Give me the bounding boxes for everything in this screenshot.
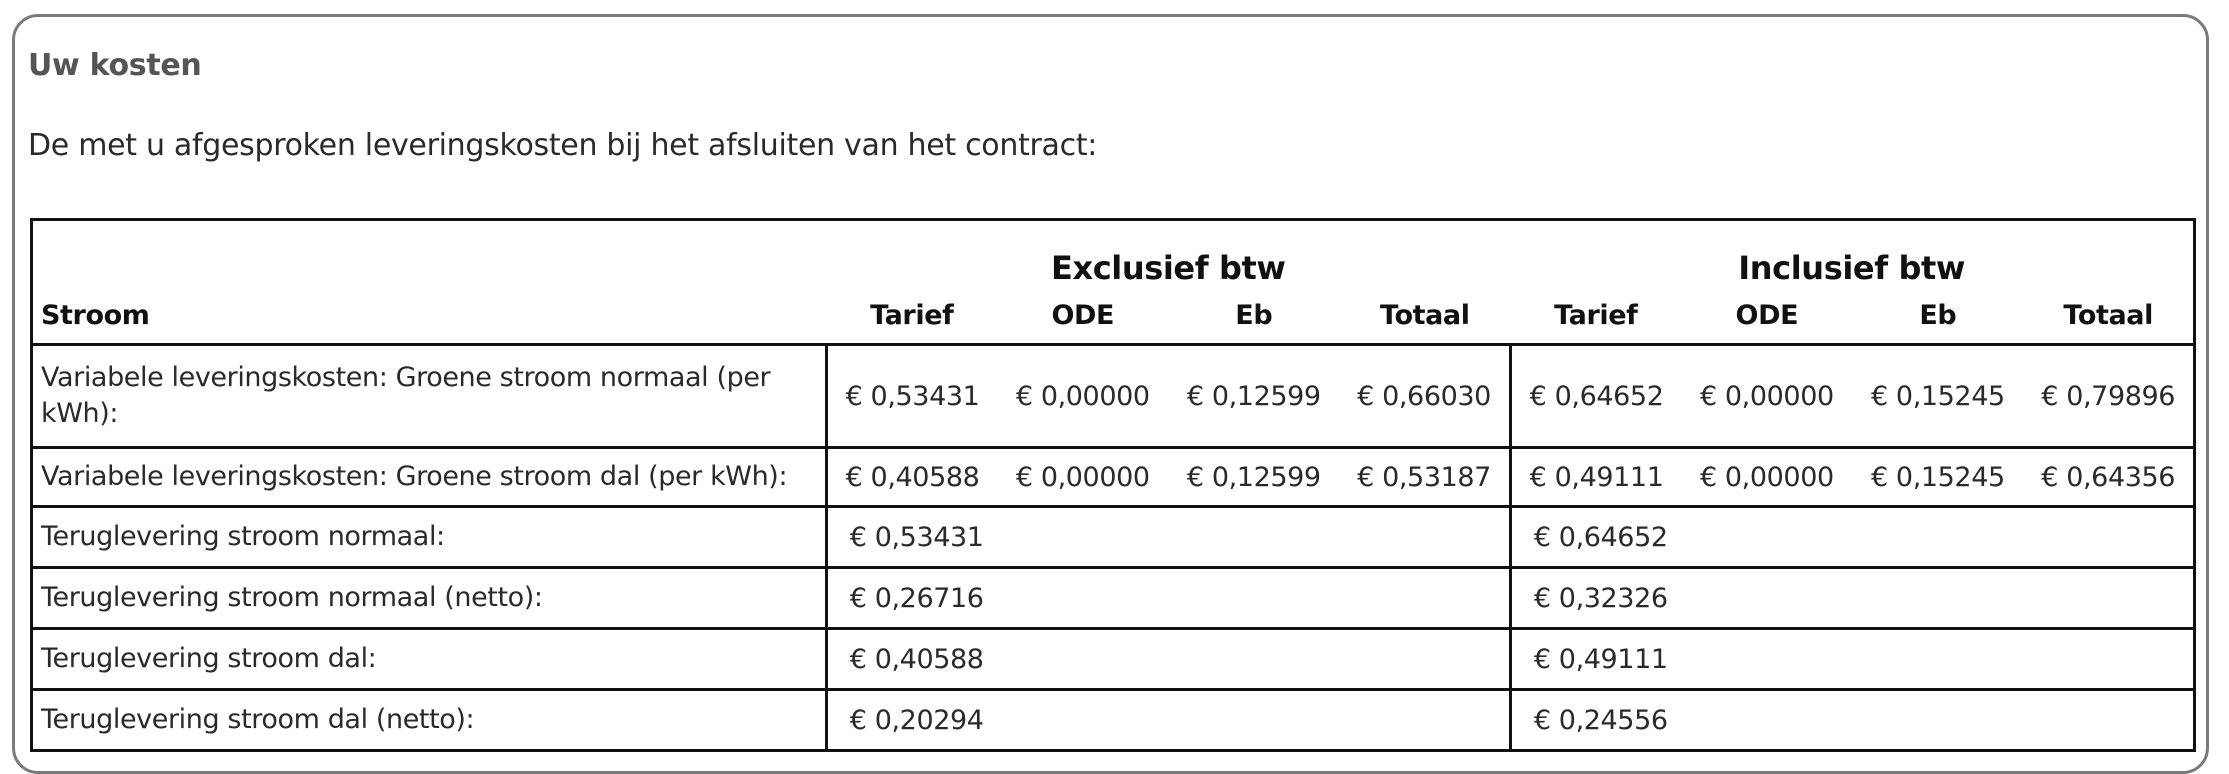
table-row (32, 629, 2195, 690)
cell-value: € 0,79896 (2023, 345, 2194, 448)
cell-value: € 0,12599 (1168, 345, 1339, 448)
row-label: Teruglevering stroom normaal (netto): (32, 568, 827, 629)
cell-value: € 0,20294 (826, 690, 997, 751)
row-label: Teruglevering stroom dal (netto): (32, 690, 827, 751)
cell-value: € 0,24556 (1510, 690, 1681, 751)
col-header-ode-incl: ODE (1681, 287, 1852, 345)
cell-value: € 0,49111 (1510, 448, 1681, 507)
table-row (32, 507, 2195, 568)
cell-value: € 0,64356 (2023, 448, 2194, 507)
cell-value (997, 507, 1168, 568)
group-header-row (32, 220, 2195, 288)
column-header-row (32, 287, 2195, 345)
cell-value: € 0,15245 (1852, 345, 2023, 448)
cell-value (1852, 507, 2023, 568)
cell-value (2023, 568, 2194, 629)
cell-value: € 0,00000 (1681, 448, 1852, 507)
cell-value: € 0,64652 (1510, 345, 1681, 448)
cell-value: € 0,53431 (826, 345, 997, 448)
cell-value (2023, 690, 2194, 751)
cell-value: € 0,15245 (1852, 448, 2023, 507)
cell-value (1681, 629, 1852, 690)
cell-value: € 0,66030 (1339, 345, 1510, 448)
row-header-stroom: Stroom (32, 287, 827, 345)
row-label: Teruglevering stroom dal: (32, 629, 827, 690)
row-label: Variabele leveringskosten: Groene stroom normaal (per kWh): (32, 345, 827, 448)
cell-value (1852, 629, 2023, 690)
cell-value (1681, 507, 1852, 568)
col-header-totaal-excl: Totaal (1339, 287, 1510, 345)
table-row (32, 345, 2195, 448)
section-intro: De met u afgesproken leveringskosten bij het afsluiten van het contract: (28, 128, 1098, 163)
table-row (32, 690, 2195, 751)
row-label: Teruglevering stroom normaal: (32, 507, 827, 568)
cell-value (1339, 568, 1510, 629)
col-header-tarief-excl: Tarief (826, 287, 997, 345)
cell-value (1852, 690, 2023, 751)
cell-value (1168, 568, 1339, 629)
cell-value: € 0,40588 (826, 448, 997, 507)
group-header-excl: Exclusief btw (1051, 249, 1286, 287)
cell-value (1852, 568, 2023, 629)
table-row (32, 568, 2195, 629)
section-title: Uw kosten (28, 48, 202, 83)
cell-value (2023, 629, 2194, 690)
cell-value: € 0,00000 (1681, 345, 1852, 448)
cell-value: € 0,26716 (826, 568, 997, 629)
table-row (32, 448, 2195, 507)
costs-table (30, 218, 2196, 752)
cell-value (1168, 629, 1339, 690)
cell-value: € 0,53431 (826, 507, 997, 568)
cell-value: € 0,12599 (1168, 448, 1339, 507)
cell-value (997, 690, 1168, 751)
cell-value (1168, 507, 1339, 568)
group-header-incl: Inclusief btw (1738, 249, 1966, 287)
cell-value (1339, 507, 1510, 568)
cell-value (997, 629, 1168, 690)
col-header-totaal-incl: Totaal (2023, 287, 2194, 345)
cell-value: € 0,00000 (997, 448, 1168, 507)
cell-value (1681, 568, 1852, 629)
cell-value (2023, 507, 2194, 568)
cell-value (997, 568, 1168, 629)
cell-value (1339, 690, 1510, 751)
cell-value (1339, 629, 1510, 690)
col-header-ode-excl: ODE (997, 287, 1168, 345)
cell-value: € 0,32326 (1510, 568, 1681, 629)
cell-value: € 0,53187 (1339, 448, 1510, 507)
col-header-eb-incl: Eb (1852, 287, 2023, 345)
cell-value (1168, 690, 1339, 751)
col-header-eb-excl: Eb (1168, 287, 1339, 345)
cell-value: € 0,40588 (826, 629, 997, 690)
row-label: Variabele leveringskosten: Groene stroom dal (per kWh): (32, 448, 827, 507)
cell-value: € 0,49111 (1510, 629, 1681, 690)
cell-value: € 0,00000 (997, 345, 1168, 448)
cell-value (1681, 690, 1852, 751)
cell-value: € 0,64652 (1510, 507, 1681, 568)
col-header-tarief-incl: Tarief (1510, 287, 1681, 345)
